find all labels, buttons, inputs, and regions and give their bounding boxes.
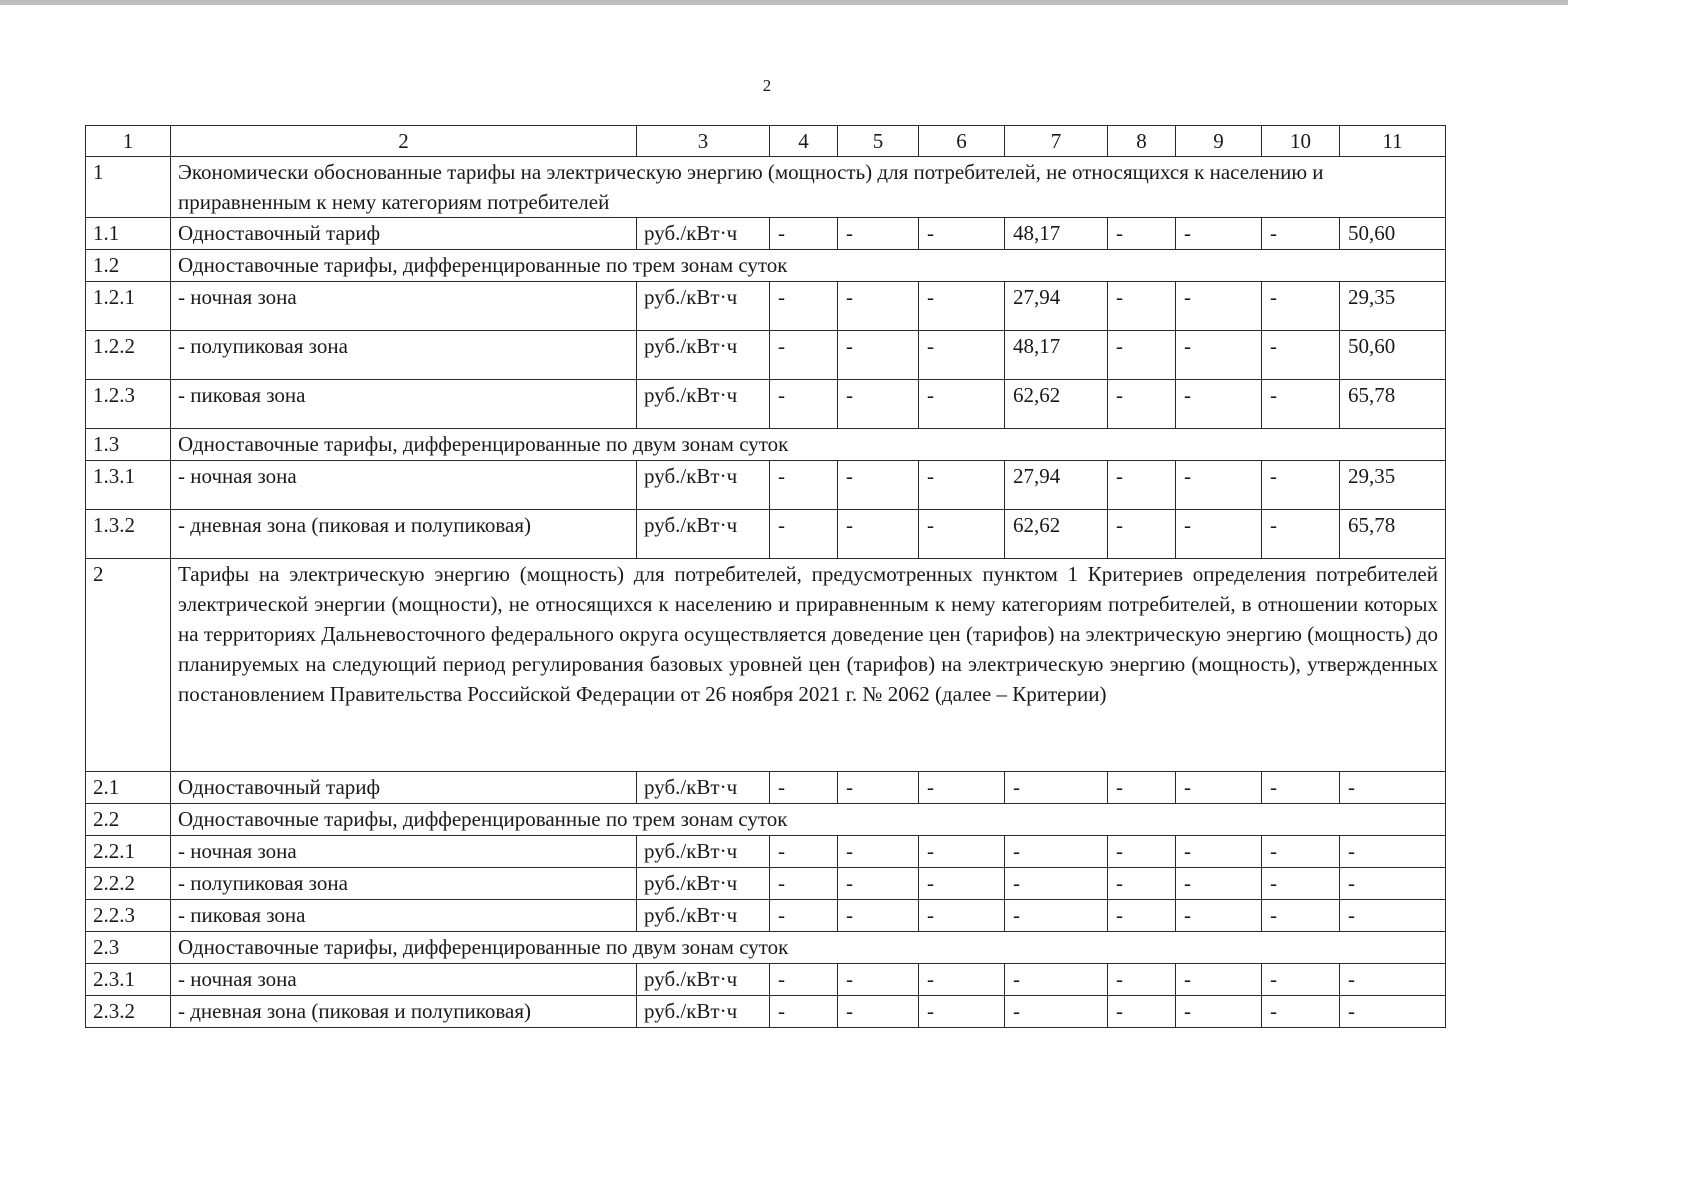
value-cell-8: -	[1108, 218, 1176, 250]
row-unit: руб./кВт·ч	[637, 996, 770, 1028]
value-cell-9: -	[1176, 331, 1262, 380]
subsection-number: 2.3	[86, 932, 171, 964]
table-row	[86, 510, 1446, 559]
value-cell-6: -	[919, 282, 1005, 331]
row-name: - дневная зона (пиковая и полупиковая)	[171, 996, 637, 1028]
value-cell-7: -	[1005, 772, 1108, 804]
row-unit: руб./кВт·ч	[637, 836, 770, 868]
value-cell-6: -	[919, 964, 1005, 996]
value-cell-4: -	[770, 510, 838, 559]
value-cell-6: -	[919, 868, 1005, 900]
value-cell-11: -	[1340, 836, 1446, 868]
value-cell-11: 50,60	[1340, 218, 1446, 250]
table-row	[86, 380, 1446, 429]
value-cell-11: 29,35	[1340, 282, 1446, 331]
row-unit: руб./кВт·ч	[637, 380, 770, 429]
row-unit: руб./кВт·ч	[637, 964, 770, 996]
value-cell-5: -	[838, 218, 919, 250]
value-cell-8: -	[1108, 868, 1176, 900]
subsection-row	[86, 804, 1446, 836]
value-cell-4: -	[770, 836, 838, 868]
row-name: - пиковая зона	[171, 900, 637, 932]
value-cell-7: 62,62	[1005, 380, 1108, 429]
table-row	[86, 996, 1446, 1028]
header-cell: 11	[1340, 126, 1446, 157]
value-cell-6: -	[919, 218, 1005, 250]
value-cell-7: 48,17	[1005, 218, 1108, 250]
value-cell-10: -	[1262, 461, 1340, 510]
section-title: Экономически обоснованные тарифы на электрическую энергию (мощность) для потребителей, не относящихся к населению и приравненным к нему категориям потребителей	[171, 157, 1446, 218]
subsection-row	[86, 250, 1446, 282]
row-name: - пиковая зона	[171, 380, 637, 429]
value-cell-10: -	[1262, 218, 1340, 250]
page-number: 2	[762, 76, 772, 95]
section-number: 2	[86, 559, 171, 772]
value-cell-7: 48,17	[1005, 331, 1108, 380]
table-row	[86, 331, 1446, 380]
value-cell-4: -	[770, 772, 838, 804]
value-cell-10: -	[1262, 772, 1340, 804]
row-name: - ночная зона	[171, 836, 637, 868]
row-number: 2.3.2	[86, 996, 171, 1028]
value-cell-5: -	[838, 836, 919, 868]
row-number: 2.2.2	[86, 868, 171, 900]
row-unit: руб./кВт·ч	[637, 331, 770, 380]
row-number: 2.2.3	[86, 900, 171, 932]
table-row	[86, 900, 1446, 932]
value-cell-6: -	[919, 510, 1005, 559]
value-cell-11: 65,78	[1340, 510, 1446, 559]
value-cell-4: -	[770, 996, 838, 1028]
value-cell-6: -	[919, 996, 1005, 1028]
subsection-number: 1.2	[86, 250, 171, 282]
header-cell: 9	[1176, 126, 1262, 157]
value-cell-4: -	[770, 900, 838, 932]
row-name: - ночная зона	[171, 282, 637, 331]
table-row	[86, 868, 1446, 900]
subsection-number: 1.3	[86, 429, 171, 461]
value-cell-9: -	[1176, 868, 1262, 900]
value-cell-10: -	[1262, 836, 1340, 868]
section-title: Тарифы на электрическую энергию (мощность) для потребителей, предусмотренных пунктом 1 Критериев определения потребителей электрической энергии (мощности), не относящихся к населению и приравненным к нему категориям потребителей, в отношении которых на территориях Дальневосточного федерального округа осуществляется доведение цен (тарифов) на электрическую энергию (мощность) до планируемых на следующий период регулирования базовых уровней цен (тарифов) на электрическую энергию (мощность), утвержденных постановлением Правительства Российской Федерации от 26 ноября 2021 г. № 2062 (далее – Критерии)	[171, 559, 1446, 772]
value-cell-7: -	[1005, 836, 1108, 868]
value-cell-10: -	[1262, 868, 1340, 900]
table-row	[86, 836, 1446, 868]
section-number: 1	[86, 157, 171, 218]
value-cell-11: 50,60	[1340, 331, 1446, 380]
row-number: 1.3.2	[86, 510, 171, 559]
row-number: 2.3.1	[86, 964, 171, 996]
row-unit: руб./кВт·ч	[637, 282, 770, 331]
value-cell-9: -	[1176, 900, 1262, 932]
value-cell-7: -	[1005, 868, 1108, 900]
table-row	[86, 772, 1446, 804]
value-cell-9: -	[1176, 461, 1262, 510]
value-cell-11: -	[1340, 868, 1446, 900]
row-number: 1.2.1	[86, 282, 171, 331]
value-cell-10: -	[1262, 964, 1340, 996]
value-cell-8: -	[1108, 461, 1176, 510]
value-cell-6: -	[919, 836, 1005, 868]
row-unit: руб./кВт·ч	[637, 218, 770, 250]
value-cell-8: -	[1108, 380, 1176, 429]
value-cell-5: -	[838, 380, 919, 429]
value-cell-7: -	[1005, 996, 1108, 1028]
value-cell-9: -	[1176, 836, 1262, 868]
value-cell-9: -	[1176, 772, 1262, 804]
table-row	[86, 964, 1446, 996]
table-row	[86, 218, 1446, 250]
value-cell-6: -	[919, 900, 1005, 932]
value-cell-7: 27,94	[1005, 282, 1108, 331]
row-unit: руб./кВт·ч	[637, 868, 770, 900]
subsection-row	[86, 429, 1446, 461]
value-cell-6: -	[919, 772, 1005, 804]
value-cell-11: -	[1340, 900, 1446, 932]
header-cell: 2	[171, 126, 637, 157]
row-unit: руб./кВт·ч	[637, 772, 770, 804]
value-cell-10: -	[1262, 380, 1340, 429]
value-cell-10: -	[1262, 510, 1340, 559]
value-cell-6: -	[919, 461, 1005, 510]
value-cell-11: -	[1340, 964, 1446, 996]
row-name: - полупиковая зона	[171, 868, 637, 900]
value-cell-5: -	[838, 900, 919, 932]
table-row	[86, 461, 1446, 510]
value-cell-9: -	[1176, 218, 1262, 250]
section-row	[86, 157, 1446, 218]
row-name: Одноставочный тариф	[171, 218, 637, 250]
value-cell-4: -	[770, 461, 838, 510]
subsection-title: Одноставочные тарифы, дифференцированные по двум зонам суток	[171, 429, 1446, 461]
value-cell-8: -	[1108, 900, 1176, 932]
value-cell-7: -	[1005, 900, 1108, 932]
value-cell-5: -	[838, 868, 919, 900]
row-name: - ночная зона	[171, 461, 637, 510]
value-cell-9: -	[1176, 964, 1262, 996]
value-cell-10: -	[1262, 996, 1340, 1028]
value-cell-6: -	[919, 380, 1005, 429]
value-cell-7: 27,94	[1005, 461, 1108, 510]
row-number: 2.1	[86, 772, 171, 804]
row-number: 2.2.1	[86, 836, 171, 868]
row-name: - дневная зона (пиковая и полупиковая)	[171, 510, 637, 559]
value-cell-4: -	[770, 218, 838, 250]
row-unit: руб./кВт·ч	[637, 461, 770, 510]
value-cell-11: -	[1340, 772, 1446, 804]
table-header-row	[86, 126, 1446, 157]
subsection-number: 2.2	[86, 804, 171, 836]
table-row	[86, 282, 1446, 331]
subsection-title: Одноставочные тарифы, дифференцированные по двум зонам суток	[171, 932, 1446, 964]
header-cell: 6	[919, 126, 1005, 157]
value-cell-7: 62,62	[1005, 510, 1108, 559]
row-unit: руб./кВт·ч	[637, 510, 770, 559]
value-cell-5: -	[838, 331, 919, 380]
header-cell: 1	[86, 126, 171, 157]
value-cell-8: -	[1108, 964, 1176, 996]
header-cell: 3	[637, 126, 770, 157]
value-cell-4: -	[770, 964, 838, 996]
header-cell: 10	[1262, 126, 1340, 157]
value-cell-5: -	[838, 996, 919, 1028]
value-cell-4: -	[770, 331, 838, 380]
section-row	[86, 559, 1446, 772]
scan-top-edge	[0, 0, 1568, 5]
value-cell-6: -	[919, 331, 1005, 380]
row-number: 1.2.2	[86, 331, 171, 380]
value-cell-4: -	[770, 380, 838, 429]
value-cell-10: -	[1262, 900, 1340, 932]
row-name: - ночная зона	[171, 964, 637, 996]
row-unit: руб./кВт·ч	[637, 900, 770, 932]
value-cell-5: -	[838, 510, 919, 559]
value-cell-8: -	[1108, 996, 1176, 1028]
value-cell-9: -	[1176, 282, 1262, 331]
value-cell-5: -	[838, 282, 919, 331]
header-cell: 8	[1108, 126, 1176, 157]
value-cell-8: -	[1108, 331, 1176, 380]
value-cell-5: -	[838, 964, 919, 996]
value-cell-10: -	[1262, 331, 1340, 380]
value-cell-11: 29,35	[1340, 461, 1446, 510]
value-cell-9: -	[1176, 996, 1262, 1028]
value-cell-5: -	[838, 772, 919, 804]
row-number: 1.3.1	[86, 461, 171, 510]
header-cell: 4	[770, 126, 838, 157]
subsection-row	[86, 932, 1446, 964]
value-cell-9: -	[1176, 510, 1262, 559]
header-cell: 5	[838, 126, 919, 157]
value-cell-8: -	[1108, 282, 1176, 331]
value-cell-10: -	[1262, 282, 1340, 331]
row-name: Одноставочный тариф	[171, 772, 637, 804]
tariff-table	[85, 125, 1446, 1028]
value-cell-9: -	[1176, 380, 1262, 429]
header-cell: 7	[1005, 126, 1108, 157]
value-cell-4: -	[770, 282, 838, 331]
value-cell-11: 65,78	[1340, 380, 1446, 429]
row-number: 1.1	[86, 218, 171, 250]
value-cell-7: -	[1005, 964, 1108, 996]
row-number: 1.2.3	[86, 380, 171, 429]
value-cell-8: -	[1108, 510, 1176, 559]
row-name: - полупиковая зона	[171, 331, 637, 380]
value-cell-4: -	[770, 868, 838, 900]
value-cell-5: -	[838, 461, 919, 510]
value-cell-11: -	[1340, 996, 1446, 1028]
value-cell-8: -	[1108, 772, 1176, 804]
subsection-title: Одноставочные тарифы, дифференцированные по трем зонам суток	[171, 804, 1446, 836]
subsection-title: Одноставочные тарифы, дифференцированные по трем зонам суток	[171, 250, 1446, 282]
value-cell-8: -	[1108, 836, 1176, 868]
